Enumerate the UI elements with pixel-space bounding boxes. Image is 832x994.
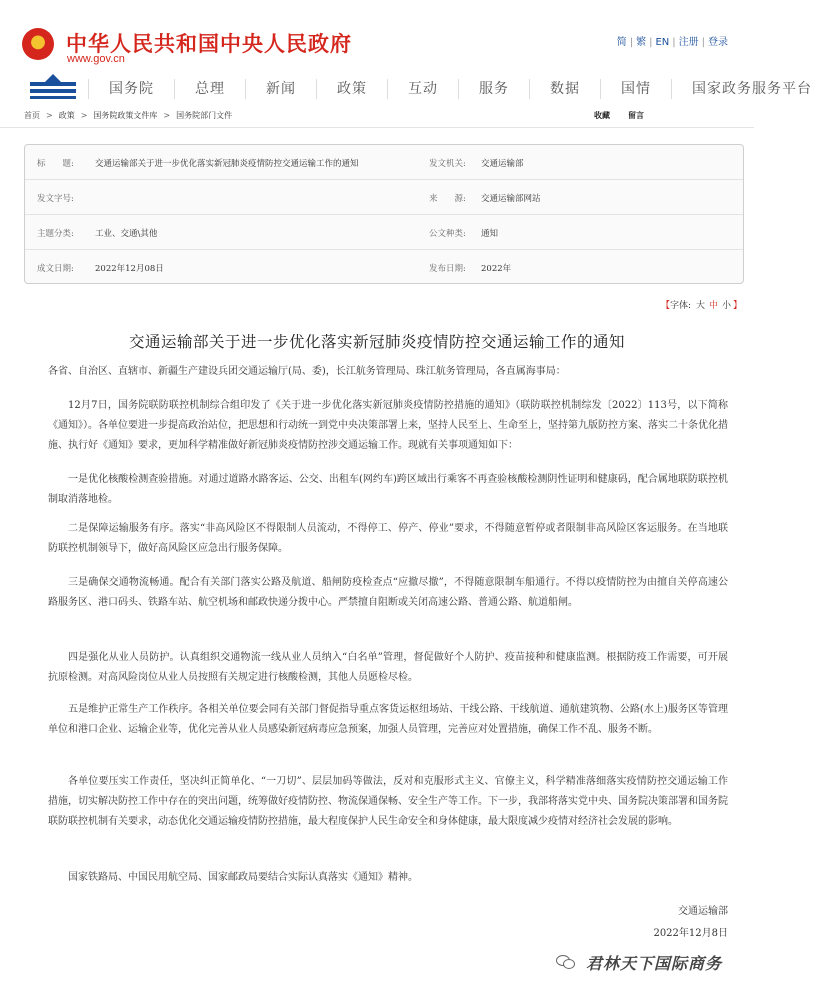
type-label: 公文种类:: [429, 229, 466, 239]
article-paragraph: 12月7日，国务院联防联控机制综合组印发了《关于进一步优化落实新冠肺炎疫情防控措施的通知》（联防联控机制综发〔2022〕113号，以下简称《通知》）。各单位要进一步提高政治站位，把思想和行动统一到党中央决策部署上来，坚持人民至上、生命至上，坚持第九版防控方案、落实二十条优化措施、执行好《通知》要求，更加科学精准做好新冠肺炎疫情防控涉交通运输工作。现就有关事项通知如下：: [48, 400, 728, 451]
main-nav: [0, 72, 812, 106]
font-size-medium[interactable]: 中: [708, 301, 718, 311]
site-header: [0, 0, 754, 72]
site-title[interactable]: 中华人民共和国中央人民政府: [66, 32, 352, 56]
issuer-label: 发文机关:: [429, 159, 466, 169]
nav-item-premier[interactable]: 总理: [174, 79, 245, 99]
breadcrumb-bar: [0, 106, 754, 128]
nav-item-state-council[interactable]: 国务院: [88, 79, 174, 99]
topic-value: 工业、交通\其他: [95, 229, 158, 239]
breadcrumb-policy[interactable]: 政策: [58, 111, 75, 120]
info-row: [25, 180, 743, 215]
info-row: [25, 145, 743, 180]
site-url[interactable]: www.gov.cn: [67, 53, 125, 65]
topic-label: 主题分类:: [37, 229, 74, 239]
article-paragraph: 五是维护正常生产工作秩序。各相关单位要会同有关部门督促指导重点客货运枢纽场站、干线公路、干线航道、通航建筑物、公路(水上)服务区等管理单位和港口企业、运输企业等，优化完善从业人员感染新冠病毒应急预案，加强人员管理，完善应对处置措施，确保工作不乱、服务不断。: [48, 704, 728, 735]
watermark-text: 君林天下国际商务: [586, 954, 723, 973]
national-emblem-icon[interactable]: [22, 28, 54, 60]
link-simplified[interactable]: 简: [616, 37, 627, 48]
article-paragraph: 国家铁路局、中国民用航空局、国家邮政局要结合实际认真落实《通知》精神。: [68, 872, 418, 883]
published-date-label: 发布日期:: [429, 264, 466, 274]
nav-item-national-info[interactable]: 国情: [600, 79, 671, 99]
breadcrumb: 首页 > 政策 > 国务院政策文件库 > 国务院部门文件: [24, 111, 233, 120]
font-size-small[interactable]: 小: [721, 301, 731, 311]
issuer-value: 交通运输部: [481, 159, 524, 169]
nav-item-data[interactable]: 数据: [529, 79, 600, 99]
source-label: 来 源:: [429, 194, 466, 204]
document-info-box: [24, 144, 744, 284]
nav-item-news[interactable]: 新闻: [245, 79, 316, 99]
source-value: 交通运输部网站: [481, 194, 541, 204]
nav-item-policy[interactable]: 政策: [316, 79, 387, 99]
article-paragraph: 一是优化核酸检测查验措施。对通过道路水路客运、公交、出租车(网约车)跨区域出行乘客不再查验核酸检测阴性证明和健康码，配合属地联防联控机制取消落地检。: [48, 474, 728, 505]
font-size-label: 字体:: [670, 301, 692, 311]
article-paragraph: 二是保障运输服务有序。落实“非高风险区不得限制人员流动，不得停工、停产、停业”要求，不得随意暂停或者限制非高风险区客运服务。在当地联防联控机制领导下，做好高风险区应急出行服务保障。: [48, 523, 728, 554]
wechat-icon: [556, 953, 576, 971]
published-date-value: 2022年: [481, 264, 512, 274]
article-paragraph: 各单位要压实工作责任，坚决纠正简单化、“一刀切”、层层加码等做法，反对和克服形式主义、官僚主义，科学精准落细落实疫情防控交通运输工作措施，切实解决防控工作中存在的突出问题，统筹做好疫情防控、物流保通保畅、安全生产等工作。下一步，我部将落实党中央、国务院决策部署和国务院联防联控机制有关要求，动态优化交通运输疫情防控措施，最大程度保护人民生命安全和身体健康，最大限度减少疫情对经济社会发展的影响。: [48, 776, 728, 827]
signature-date: 2022年12月8日: [653, 928, 728, 939]
nav-items: [88, 72, 832, 106]
link-login[interactable]: 登录: [708, 37, 728, 48]
info-row: [25, 215, 743, 250]
nav-item-service[interactable]: 服务: [458, 79, 529, 99]
breadcrumb-home[interactable]: 首页: [24, 111, 40, 120]
top-links: 简 | 繁 | EN | 注册 | 登录: [617, 33, 728, 48]
font-size-control: 【字体: 大 中 小 】: [661, 301, 742, 311]
article-paragraph: 四是强化从业人员防护。认真组织交通物流一线从业人员纳入“白名单”管理，督促做好个人防护、疫苗接种和健康监测。根据防疫工作需要，可开展抗原检测。对高风险岗位从业人员按照有关规定进行核酸检测，其他人员愿检尽检。: [48, 652, 728, 683]
breadcrumb-dept-docs[interactable]: 国务院部门文件: [176, 111, 233, 120]
article-salutation: 各省、自治区、直辖市、新疆生产建设兵团交通运输厅(局、委)，长江航务管理局、珠江航务管理局，各直属海事局：: [48, 366, 566, 377]
breadcrumb-policy-library[interactable]: 国务院政策文件库: [93, 111, 158, 120]
article-title: 交通运输部关于进一步优化落实新冠肺炎疫情防控交通运输工作的通知: [128, 333, 625, 351]
nav-item-gov-service-platform[interactable]: 国家政务服务平台: [671, 79, 832, 99]
info-row: [25, 250, 743, 285]
link-register[interactable]: 注册: [678, 37, 699, 48]
written-date-label: 成文日期:: [37, 264, 74, 274]
written-date-value: 2022年12月08日: [95, 264, 164, 274]
article-paragraph: 三是确保交通物流畅通。配合有关部门落实公路及航道、船闸防疫检查点“应撤尽撤”，不得随意限制车船通行。不得以疫情防控为由擅自关停高速公路服务区、港口码头、铁路车站、航空机场和邮政快递分拨中心。严禁擅自阻断或关闭高速公路、普通公路、航道船闸。: [48, 577, 728, 608]
building-logo-icon[interactable]: [30, 78, 76, 100]
type-value: 通知: [481, 229, 499, 239]
docno-label: 发文字号:: [37, 194, 74, 204]
link-traditional[interactable]: 繁: [636, 37, 647, 48]
signature-org: 交通运输部: [678, 906, 728, 917]
link-english[interactable]: EN: [655, 37, 670, 48]
font-size-large[interactable]: 大: [695, 301, 705, 311]
title-label: 标 题:: [37, 159, 74, 169]
message-link[interactable]: 留言: [628, 110, 644, 120]
favorite-link[interactable]: 收藏: [594, 110, 610, 120]
page-actions: [594, 110, 662, 121]
nav-item-interaction[interactable]: 互动: [387, 79, 458, 99]
title-value: 交通运输部关于进一步优化落实新冠肺炎疫情防控交通运输工作的通知: [95, 159, 359, 169]
